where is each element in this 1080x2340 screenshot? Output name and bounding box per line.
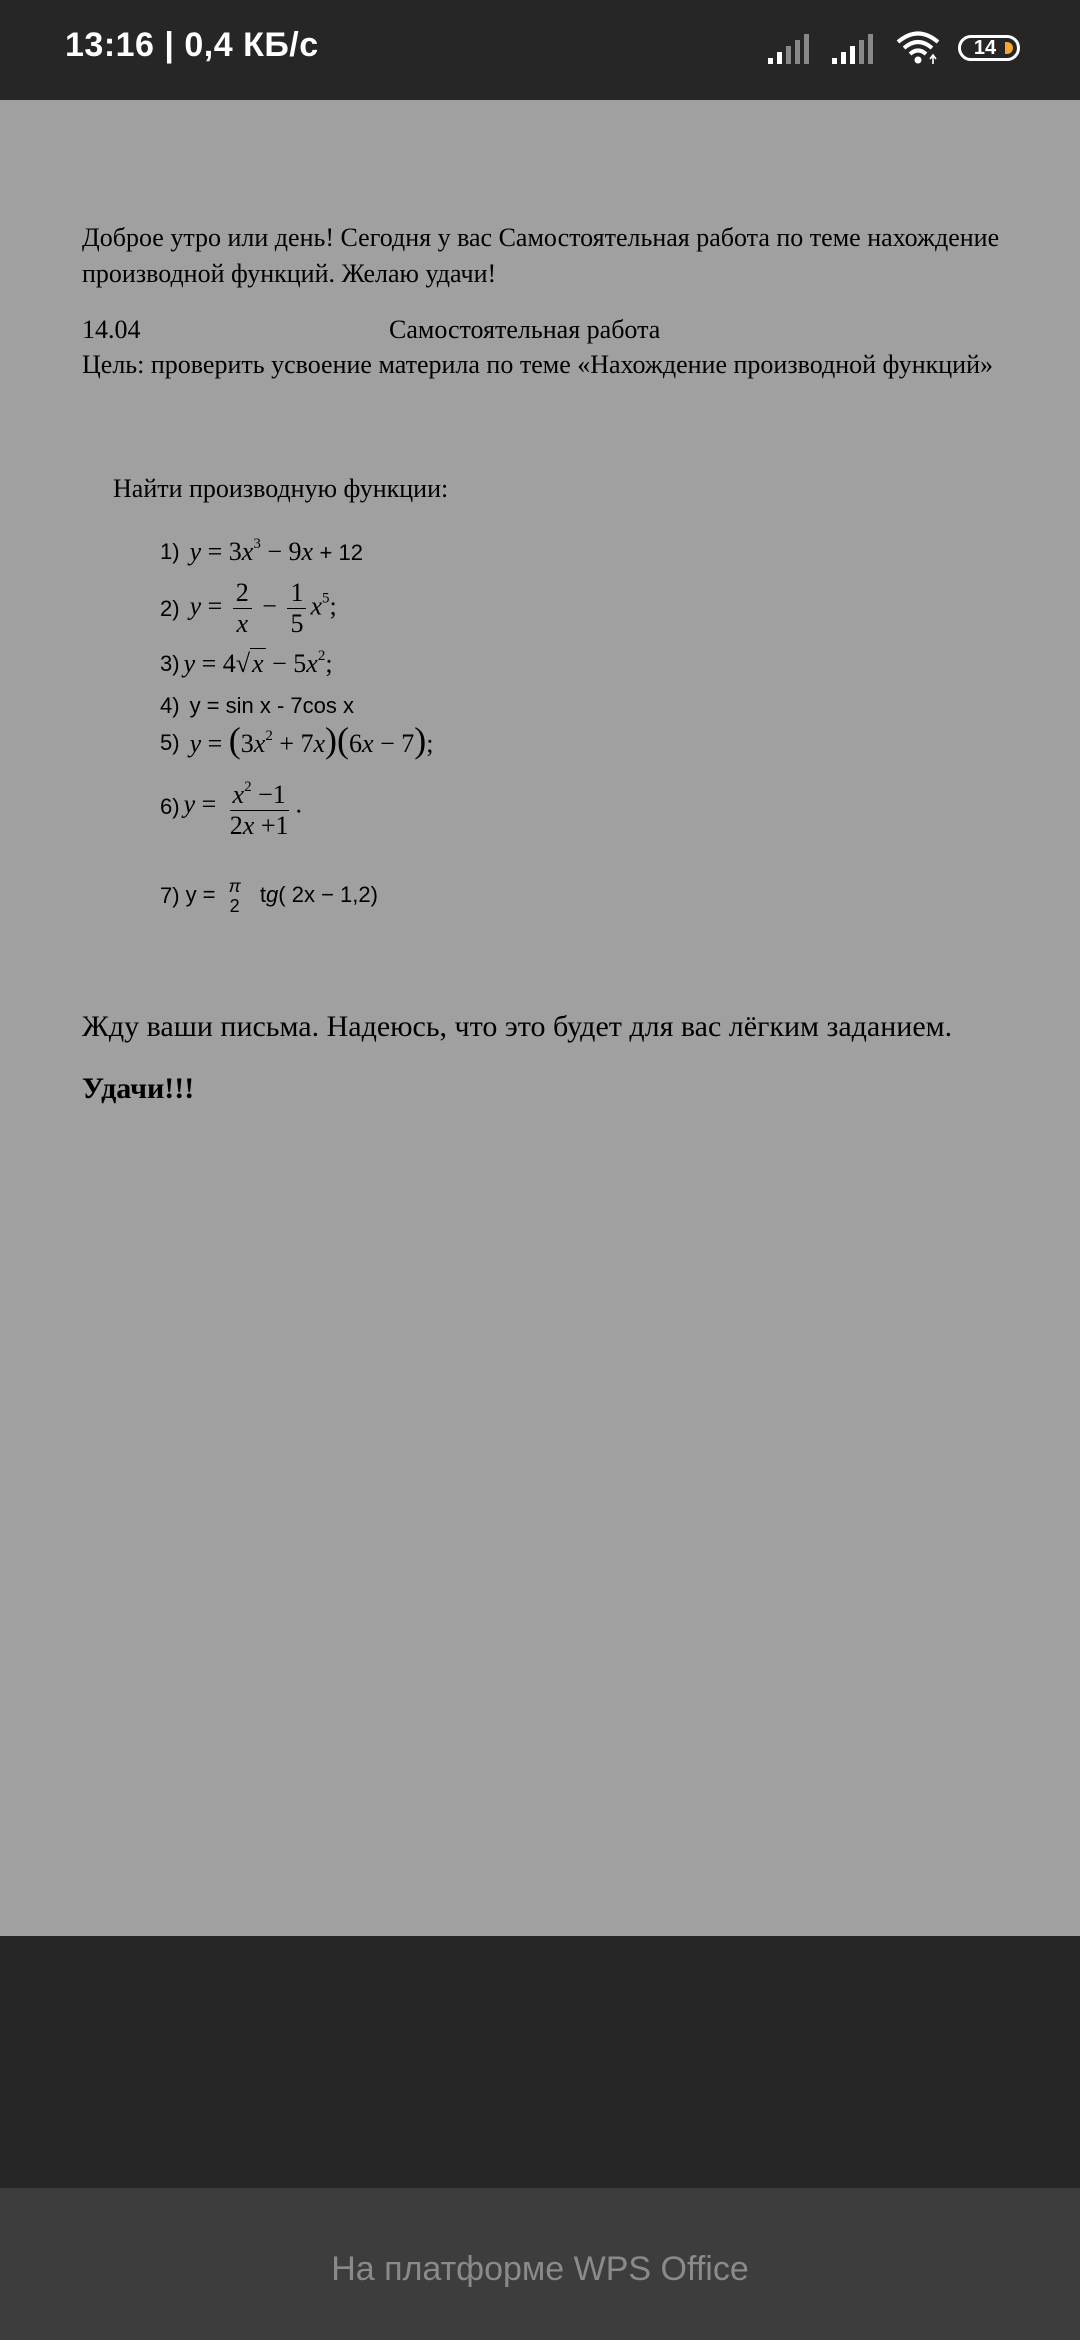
- formula-number: 7): [160, 883, 180, 908]
- formula-math: y = $\frac{x^2 -1}{2x +1}$ .: [184, 772, 302, 841]
- footer-bar: [0, 2188, 1080, 2340]
- formula-number: 5): [160, 730, 180, 755]
- formula-6: [160, 772, 302, 841]
- signal-1-icon: [768, 32, 814, 64]
- document-goal: Цель: проверить усвоение материла по теме «Нахождение производной функций»: [82, 350, 994, 379]
- formula-math: $y = 4√x - 5x^2$;: [183, 648, 333, 678]
- battery-icon: [958, 35, 1020, 61]
- formula-number: 2): [160, 595, 180, 621]
- formula-7: [160, 876, 378, 916]
- formula-math: y = $\frac{2}{x}$ − $\frac{1}{5}$ $x^5$;: [189, 578, 337, 638]
- status-icons: [768, 28, 1020, 68]
- signal-2-icon: [832, 32, 878, 64]
- formula-number: 4): [160, 693, 180, 718]
- formula-3: [160, 648, 333, 679]
- formula-number: 6): [160, 793, 180, 819]
- formula-number: 1): [160, 538, 180, 564]
- wps-platform-label: На платформе WPS Office: [331, 2249, 749, 2288]
- formula-math: $y = 3x^3 - 9x + 12$: [189, 536, 363, 566]
- document-title: Самостоятельная работа: [389, 315, 661, 344]
- status-bar: [0, 0, 1080, 100]
- formula-math: y = π 2 tg( 2x − 1,2): [185, 876, 378, 916]
- formula-math: y = sin x - 7cos x: [189, 693, 355, 718]
- battery-percent: 14: [973, 36, 997, 59]
- formula-4: [160, 693, 354, 719]
- formula-number: 3): [160, 650, 180, 676]
- formula-math: $y = (3x^2 + 7x)(6x - 7)$;: [189, 720, 434, 760]
- battery-level: [1005, 42, 1013, 54]
- formula-1: [160, 536, 363, 567]
- wifi-icon: [896, 31, 940, 65]
- task-heading: Найти производную функции:: [113, 474, 449, 503]
- greeting-text: Доброе утро или день! Сегодня у вас Самостоятельная работа по теме нахождение производной функций. Желаю удачи!: [82, 223, 1000, 288]
- formula-2: [160, 578, 337, 639]
- closing-text: Жду ваши письма. Надеюсь, что это будет для вас лёгким заданием.: [82, 1010, 953, 1043]
- document-page[interactable]: [0, 100, 1080, 1936]
- formula-5: [160, 720, 434, 760]
- status-time: 13:16 | 0,4 КБ/с: [65, 26, 319, 64]
- good-luck-text: Удачи!!!: [82, 1072, 195, 1105]
- document-date: 14.04: [82, 315, 141, 344]
